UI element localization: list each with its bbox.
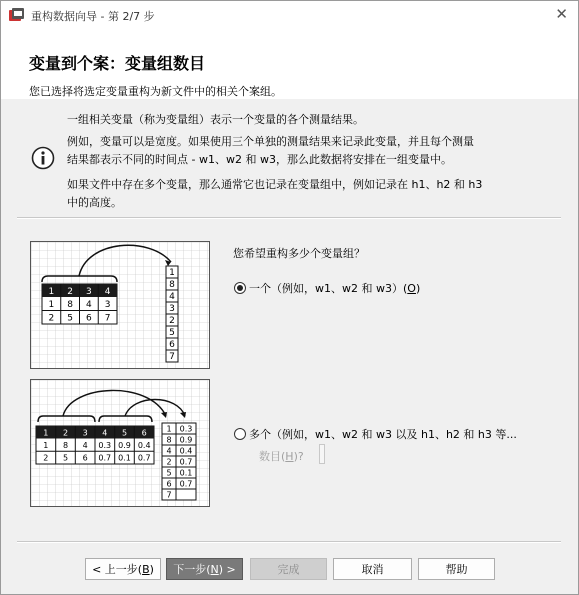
- d2-r2-c5: 0.1: [118, 453, 131, 463]
- d2-c2-5: 0.7: [179, 479, 193, 489]
- d1-col-7: 7: [169, 352, 175, 362]
- d2-r2-c2: 5: [62, 453, 69, 463]
- divider-bottom: [17, 541, 561, 543]
- d2-c2-1: 0.9: [179, 435, 193, 445]
- cancel-button[interactable]: 取消: [333, 558, 412, 580]
- d2-head-2: 2: [62, 428, 69, 438]
- d2-c1-3: 2: [166, 457, 172, 467]
- radio-one-group-label[interactable]: 一个（例如，w1、w2 和 w3）(O): [249, 282, 421, 295]
- d2-c1-1: 8: [166, 435, 172, 445]
- back-button[interactable]: < 上一步(B): [85, 558, 161, 580]
- d1-head-1: 1: [48, 287, 55, 297]
- d1-head-4: 4: [104, 287, 111, 297]
- d2-r1-c5: 0.9: [118, 441, 131, 450]
- d1-col-2: 4: [169, 292, 175, 302]
- d2-c1-2: 4: [166, 446, 172, 456]
- d1-r1-c1: 1: [48, 300, 55, 310]
- d2-c2-header: 0.3: [179, 424, 193, 434]
- help-button[interactable]: 帮助: [418, 558, 495, 580]
- app-icon: [9, 8, 25, 22]
- radio-multiple-groups-label[interactable]: 多个（例如，w1、w2 和 w3 以及 h1、h2 和 h3 等...: [249, 428, 517, 441]
- d2-r1-c3: 4: [82, 441, 88, 450]
- d2-c2-3: 0.7: [179, 457, 193, 467]
- info-line-3: 结果都表示不同的时间点 - w1、w2 和 w3，那么此数据将安排在一组变量中。: [67, 153, 452, 166]
- group-count-question: 您希望重构多少个变量组？: [233, 247, 365, 260]
- d1-head-2: 2: [67, 287, 73, 297]
- d1-r2-c2: 5: [67, 313, 73, 324]
- wizard-header: [1, 29, 578, 99]
- d1-col-6: 6: [169, 340, 175, 350]
- next-button[interactable]: 下一步(N) >: [166, 558, 243, 580]
- group-count-input[interactable]: [319, 444, 325, 464]
- window-title: 重构数据向导 - 第 2/7 步: [31, 10, 155, 23]
- d1-r2-c1: 2: [48, 313, 55, 324]
- radio-one-group[interactable]: [234, 282, 246, 294]
- d2-c1-4: 5: [166, 468, 172, 478]
- single-group-diagram: [30, 241, 210, 369]
- group-count-label: 数目(H)?: [259, 450, 304, 463]
- d2-head-5: 5: [121, 428, 128, 438]
- d2-r2-c6: 0.7: [137, 453, 151, 463]
- info-line-2: 例如，变量可以是宽度。如果使用三个单独的测量结果来记录此变量，并且每个测量: [67, 135, 474, 148]
- d1-col-5: 5: [169, 328, 175, 338]
- page-subtitle: 您已选择将选定变量重构为新文件中的相关个案组。: [29, 85, 282, 98]
- d1-col-header: 1: [169, 268, 175, 278]
- d2-head-4: 4: [102, 428, 108, 438]
- d2-r2-c4: 0.7: [98, 453, 112, 463]
- page-title: 变量到个案：变量组数目: [29, 54, 206, 73]
- divider-top: [17, 217, 561, 219]
- d2-r2-c1: 2: [43, 453, 49, 463]
- d2-c2-4: 0.1: [179, 468, 193, 478]
- d1-col-4: 2: [169, 316, 175, 326]
- d2-c2-2: 0.4: [179, 446, 193, 456]
- radio-multiple-groups[interactable]: [234, 428, 246, 440]
- info-line-1: 一组相关变量（称为变量组）表示一个变量的各个测量结果。: [67, 113, 364, 126]
- info-line-4: 如果文件中存在多个变量，那么通常它也记录在变量组中，例如记录在 h1、h2 和 h3: [67, 178, 483, 191]
- d2-r1-c1: 1: [43, 441, 49, 450]
- d1-r2-c3: 6: [86, 313, 92, 324]
- d1-col-1: 8: [169, 280, 175, 290]
- d1-r1-c4: 3: [104, 300, 111, 310]
- d2-c1-6: 7: [166, 490, 172, 500]
- close-icon[interactable]: ✕: [555, 5, 568, 23]
- title-bar: [1, 1, 578, 29]
- d1-r1-c2: 8: [67, 300, 73, 310]
- d2-c1-5: 6: [166, 479, 172, 489]
- d2-r1-c4: 0.3: [98, 441, 112, 450]
- info-icon: [31, 146, 55, 170]
- d1-r2-c4: 7: [104, 313, 111, 324]
- d1-r1-c3: 4: [86, 300, 92, 310]
- d2-r2-c3: 6: [82, 453, 88, 463]
- d1-head-3: 3: [86, 287, 92, 297]
- d2-head-3: 3: [82, 428, 88, 438]
- d2-table: [36, 426, 154, 464]
- d2-head-6: 6: [141, 428, 147, 438]
- finish-button[interactable]: 完成: [250, 558, 327, 580]
- multi-group-diagram: [30, 379, 210, 507]
- d1-col-3: 3: [169, 304, 175, 314]
- d2-c1-header: 1: [166, 424, 172, 434]
- d2-head-1: 1: [43, 428, 49, 438]
- d2-r1-c6: 0.4: [137, 441, 151, 450]
- d2-r1-c2: 8: [62, 441, 69, 450]
- info-line-5: 中的高度。: [67, 196, 122, 209]
